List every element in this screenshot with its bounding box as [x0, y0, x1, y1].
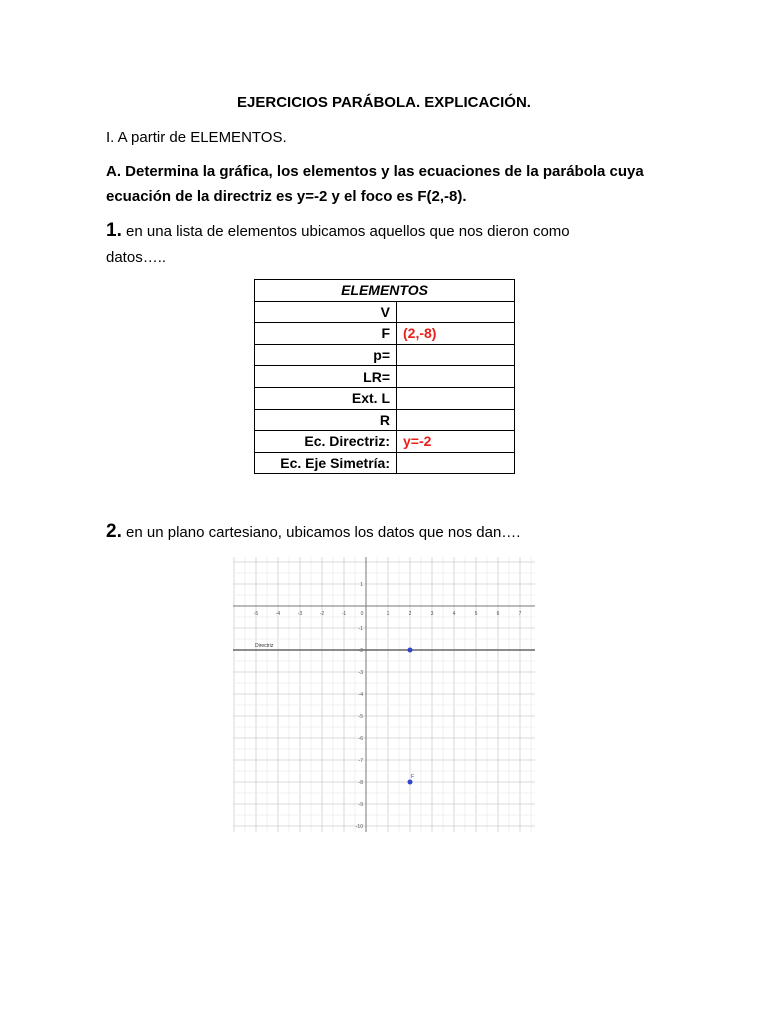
step2-number: 2.: [106, 521, 122, 542]
cartesian-plane: [233, 557, 535, 832]
x-tick-label: -5: [253, 611, 259, 617]
x-tick-label: -2: [319, 611, 325, 617]
row-value: [397, 387, 515, 409]
table-row: [255, 409, 515, 431]
y-tick-label: 1: [360, 582, 363, 588]
x-tick-label: 4: [452, 611, 456, 617]
step1-text: en una lista de elementos ubicamos aquellos que nos dieron como: [121, 223, 570, 240]
x-tick-label: 2: [408, 611, 412, 617]
table-row: [255, 431, 515, 453]
focus-label: F: [411, 774, 415, 780]
directrix-point: [408, 648, 413, 653]
x-tick-label: 0: [360, 611, 364, 617]
step1-number: 1.: [106, 220, 122, 241]
row-value: y=-2: [397, 431, 515, 453]
x-tick-label: 5: [474, 611, 478, 617]
directrix-label: Directriz: [255, 643, 274, 649]
y-tick-label: -4: [358, 692, 363, 698]
x-tick-label: -1: [341, 611, 347, 617]
grid-lines: [233, 557, 535, 832]
x-tick-label: 7: [518, 611, 522, 617]
y-tick-label: -8: [358, 780, 363, 786]
row-label: p=: [255, 344, 397, 366]
row-value: [397, 452, 515, 474]
x-tick-label: -3: [297, 611, 303, 617]
row-label: V: [255, 301, 397, 323]
y-tick-label: -6: [358, 736, 363, 742]
table-row: [255, 301, 515, 323]
x-tick-label: 1: [386, 611, 390, 617]
y-tick-label: -3: [358, 670, 363, 676]
row-label: Ec. Eje Simetría:: [255, 452, 397, 474]
step1-line-2: datos…..: [106, 249, 167, 266]
row-value: [397, 366, 515, 388]
row-label: F: [255, 323, 397, 345]
row-label: R: [255, 409, 397, 431]
y-tick-label: -9: [358, 802, 363, 808]
y-tick-label: -7: [358, 758, 363, 764]
row-label: Ext. L: [255, 387, 397, 409]
table-header-row: [255, 280, 515, 302]
x-tick-label: -4: [275, 611, 281, 617]
elements-table: [254, 279, 515, 474]
row-label: Ec. Directriz:: [255, 431, 397, 453]
table-row: [255, 366, 515, 388]
row-label: LR=: [255, 366, 397, 388]
table-row: [255, 323, 515, 345]
row-value: [397, 409, 515, 431]
step2-text: en un plano cartesiano, ubicamos los datos que nos dan….: [121, 524, 521, 541]
y-tick-label: -5: [358, 714, 363, 720]
step2-line: [106, 519, 666, 545]
table-row: [255, 452, 515, 474]
section-heading: I. A partir de ELEMENTOS.: [106, 129, 287, 146]
table-header: ELEMENTOS: [255, 280, 515, 302]
problem-line-1: A. Determina la gráfica, los elementos y las ecuaciones de la parábola cuya: [106, 163, 644, 180]
x-tick-labels: [254, 611, 522, 617]
row-value: [397, 301, 515, 323]
table-row: [255, 344, 515, 366]
page-title: EJERCICIOS PARÁBOLA. EXPLICACIÓN.: [237, 94, 531, 111]
table-row: [255, 387, 515, 409]
row-value: (2,-8): [397, 323, 515, 345]
x-tick-label: 3: [430, 611, 434, 617]
problem-line-2: ecuación de la directriz es y=-2 y el foco es F(2,-8).: [106, 188, 467, 205]
y-tick-label: -2: [358, 648, 363, 654]
y-tick-label: -1: [358, 626, 363, 632]
x-tick-label: 6: [496, 611, 500, 617]
row-value: [397, 344, 515, 366]
y-tick-label: -10: [355, 824, 363, 830]
step1-line: [106, 218, 666, 244]
focus-point: [408, 780, 413, 785]
